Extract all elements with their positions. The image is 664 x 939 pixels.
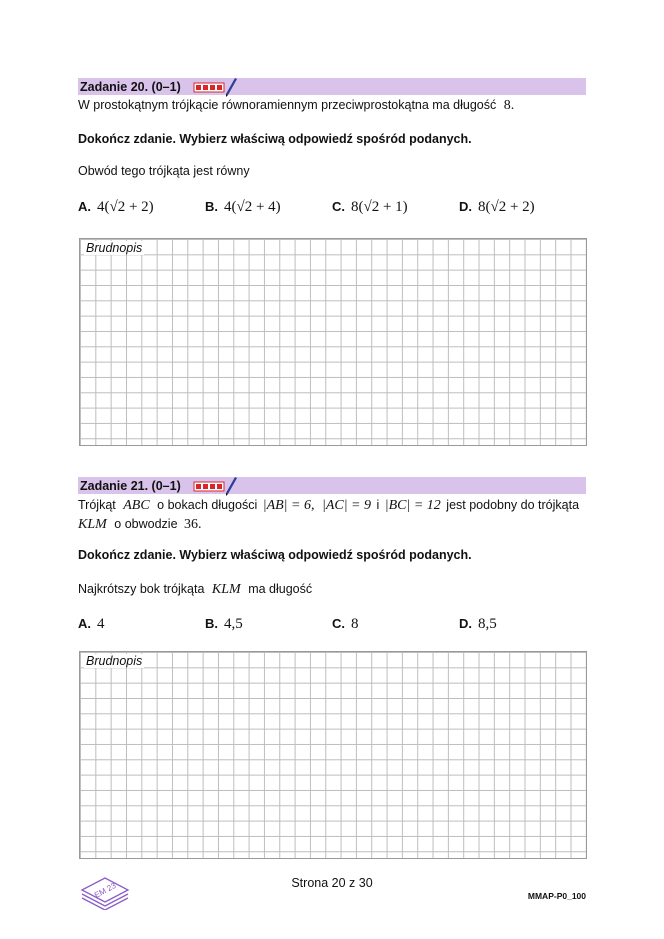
task-21-answer-a[interactable]: A. 4 bbox=[78, 616, 105, 632]
task-21-answer-c[interactable]: C. 8 bbox=[332, 616, 359, 632]
scoring-pen-icon bbox=[193, 475, 239, 497]
task-21-question: Najkrótszy bok trójkąta KLM ma długość bbox=[78, 582, 313, 597]
svg-text:EM 23: EM 23 bbox=[92, 881, 118, 900]
task-21-title: Zadanie 21. (0–1) bbox=[80, 478, 181, 493]
scoring-pen-icon bbox=[193, 76, 239, 98]
task-20-answer-a[interactable]: A. 4(√2 + 2) bbox=[78, 199, 154, 215]
task-20-statement: W prostokątnym trójkącie równoramiennym przeciwprostokątna ma długość 8. bbox=[78, 98, 515, 113]
scratchpad-label: Brudnopis bbox=[86, 654, 143, 668]
task-20-answer-b[interactable]: B. 4(√2 + 4) bbox=[205, 199, 281, 215]
task-20-answer-c[interactable]: C. 8(√2 + 1) bbox=[332, 199, 408, 215]
task-20-title: Zadanie 20. (0–1) bbox=[80, 79, 181, 94]
task-21-answer-b[interactable]: B. 4,5 bbox=[205, 616, 243, 632]
page-number: Strona 20 z 30 bbox=[291, 876, 373, 890]
task-20-question: Obwód tego trójkąta jest równy bbox=[78, 164, 250, 178]
task-21-scratchpad[interactable] bbox=[79, 651, 587, 859]
task-20-instruction: Dokończ zdanie. Wybierz właściwą odpowiedź spośród podanych. bbox=[78, 132, 472, 146]
task-21-instruction: Dokończ zdanie. Wybierz właściwą odpowiedź spośród podanych. bbox=[78, 548, 472, 562]
task-21-statement: Trójkąt ABC o bokach długości |AB| = 6, |AC| = 9 i |BC| = 12 jest podobny do trójkąta KLM o obwodzie 36. bbox=[78, 498, 580, 532]
exam-code: MMAP-P0_100 bbox=[527, 891, 586, 901]
task-21-header bbox=[78, 477, 586, 494]
task-20-scratchpad[interactable] bbox=[79, 238, 587, 446]
task-20-answer-d[interactable]: D. 8(√2 + 2) bbox=[459, 199, 535, 215]
scratchpad-label: Brudnopis bbox=[86, 241, 143, 255]
task-20-header bbox=[78, 78, 586, 95]
task-21-answer-d[interactable]: D. 8,5 bbox=[459, 616, 497, 632]
